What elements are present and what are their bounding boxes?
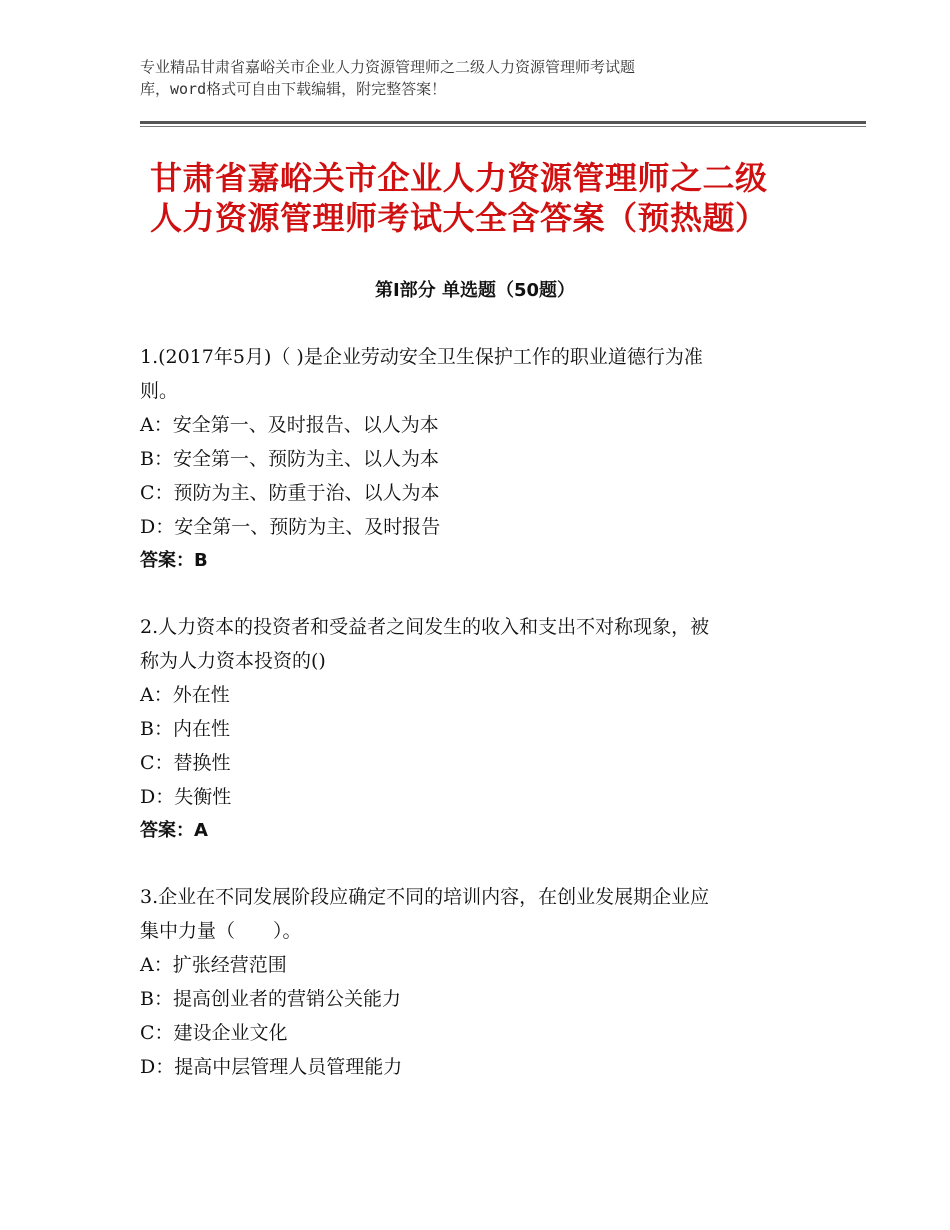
option-d: D：失衡性 [140,786,232,808]
question-2 [140,610,800,848]
answer: 答案：A [140,820,208,841]
option-c: C：预防为主、防重于治、以人为本 [140,482,440,504]
question-stem-line: 2.人力资本的投资者和受益者之间发生的收入和支出不对称现象，被 [140,616,710,638]
option-b: B：提高创业者的营销公关能力 [140,988,401,1010]
question-stem-line: 1.(2017年5月)（ )是企业劳动安全卫生保护工作的职业道德行为准 [140,346,703,368]
question-stem-line: 集中力量（ ）。 [140,920,302,942]
header-note [140,56,820,100]
option-a: A：扩张经营范围 [140,954,287,976]
question-list [140,340,800,1116]
question-stem-line: 3.企业在不同发展阶段应确定不同的培训内容，在创业发展期企业应 [140,886,710,908]
option-d: D：安全第一、预防为主、及时报告 [140,516,441,538]
document-title [150,158,850,238]
question-stem-line: 则。 [140,380,179,402]
question-3 [140,880,800,1084]
option-d: D：提高中层管理人员管理能力 [140,1056,403,1078]
option-a: A：安全第一、及时报告、以人为本 [140,414,439,436]
option-b: B：安全第一、预防为主、以人为本 [140,448,439,470]
question-stem-line: 称为人力资本投资的() [140,650,326,672]
header-rule-thin [140,126,866,127]
option-c: C：建设企业文化 [140,1022,288,1044]
option-a: A：外在性 [140,684,230,706]
header-rule-thick [140,121,866,124]
header-note-line-1: 专业精品甘肃省嘉峪关市企业人力资源管理师之二级人力资源管理师考试题 [140,58,636,76]
option-c: C：替换性 [140,752,231,774]
section-title: 第Ⅰ部分 单选题（50题） [374,280,575,301]
answer: 答案：B [140,550,208,571]
header-note-line-2: 库，word格式可自由下载编辑，附完整答案！ [140,80,447,98]
document-title-line-2: 人力资源管理师考试大全含答案（预热题） [150,199,768,237]
question-1 [140,340,800,578]
document-title-line-1: 甘肃省嘉峪关市企业人力资源管理师之二级 [150,159,768,197]
option-b: B：内在性 [140,718,230,740]
